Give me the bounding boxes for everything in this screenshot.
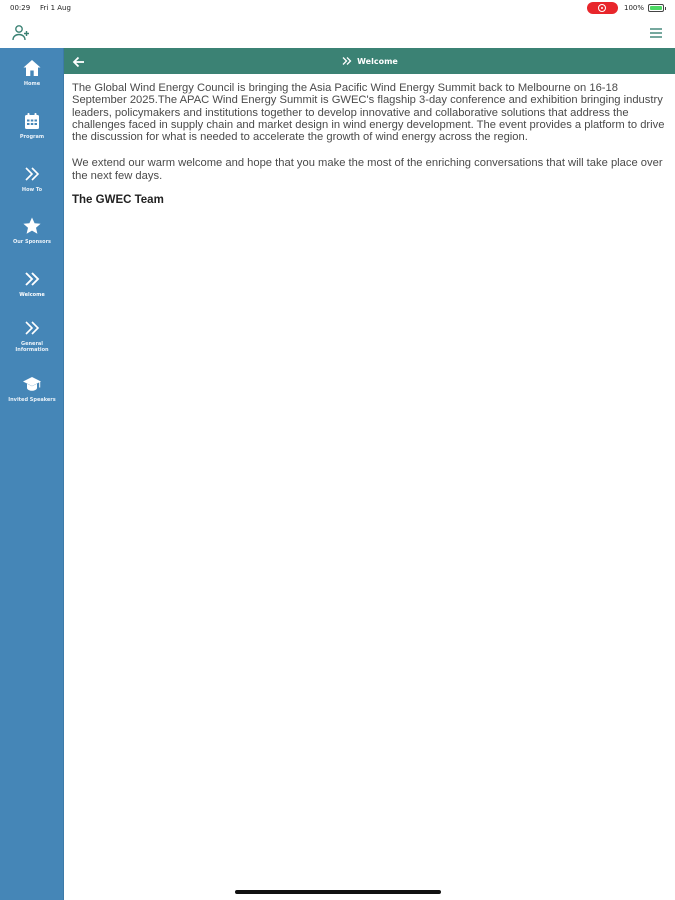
sidebar-item-invited-speakers[interactable] [0, 374, 64, 422]
chevrons-right-icon [22, 318, 42, 338]
welcome-paragraph: We extend our warm welcome and hope that you make the most of the enriching conversations that will take place over the next few days. [72, 157, 663, 182]
star-icon [22, 216, 42, 236]
page-title-text: Welcome [357, 56, 398, 66]
welcome-content [72, 82, 668, 218]
status-time: 00:29 [10, 4, 31, 12]
chevrons-right-icon [341, 55, 353, 67]
screen-recording-indicator [587, 2, 618, 14]
battery-icon [648, 4, 664, 12]
sidebar-item-general-information[interactable] [0, 318, 64, 366]
home-icon [22, 58, 42, 78]
sidebar-item-label: Program [19, 134, 45, 140]
sidebar-item-label: Welcome [19, 292, 45, 298]
sidebar-item-label: Our Sponsors [12, 239, 52, 245]
page-title [64, 48, 675, 74]
calendar-icon [22, 111, 42, 131]
sidebar-item-how-to[interactable] [0, 164, 64, 212]
sidebar-item-label: General Information [15, 341, 49, 353]
sidebar-item-label: Invited Speakers [8, 397, 56, 403]
page-header [64, 48, 675, 74]
top-bar [0, 18, 675, 48]
add-user-icon[interactable] [11, 24, 31, 42]
status-date: Fri 1 Aug [40, 4, 71, 12]
sidebar-item-program[interactable] [0, 111, 64, 159]
hamburger-menu-icon[interactable] [648, 25, 664, 41]
home-indicator[interactable] [235, 890, 441, 894]
signature: The GWEC Team [72, 194, 164, 207]
graduation-cap-icon [22, 374, 42, 394]
chevrons-right-icon [22, 164, 42, 184]
sidebar-item-label: How To [21, 187, 43, 193]
sidebar-item-label: Home [23, 81, 41, 87]
battery-percent: 100% [624, 4, 645, 12]
sidebar-item-welcome[interactable] [0, 269, 64, 317]
welcome-paragraph: The Global Wind Energy Council is bringing the Asia Pacific Wind Energy Summit back to Melbourne on 16-18 September 2025.The APAC Wind Energy Summit is GWEC's flagship 3-day conference and exhibition bringing industry leaders, policymakers and institutions together to develop innovative and collaborative solutions that address the challenges faced in supply chain and market design in wind energy development. The event provides a platform to drive the discussion for what is needed to accelerate the growth of wind energy across the region. [72, 82, 665, 144]
sidebar-item-home[interactable] [0, 58, 64, 106]
chevrons-right-icon [22, 269, 42, 289]
status-bar [0, 0, 675, 18]
sidebar-nav [0, 48, 64, 900]
sidebar-item-our-sponsors[interactable] [0, 216, 64, 264]
